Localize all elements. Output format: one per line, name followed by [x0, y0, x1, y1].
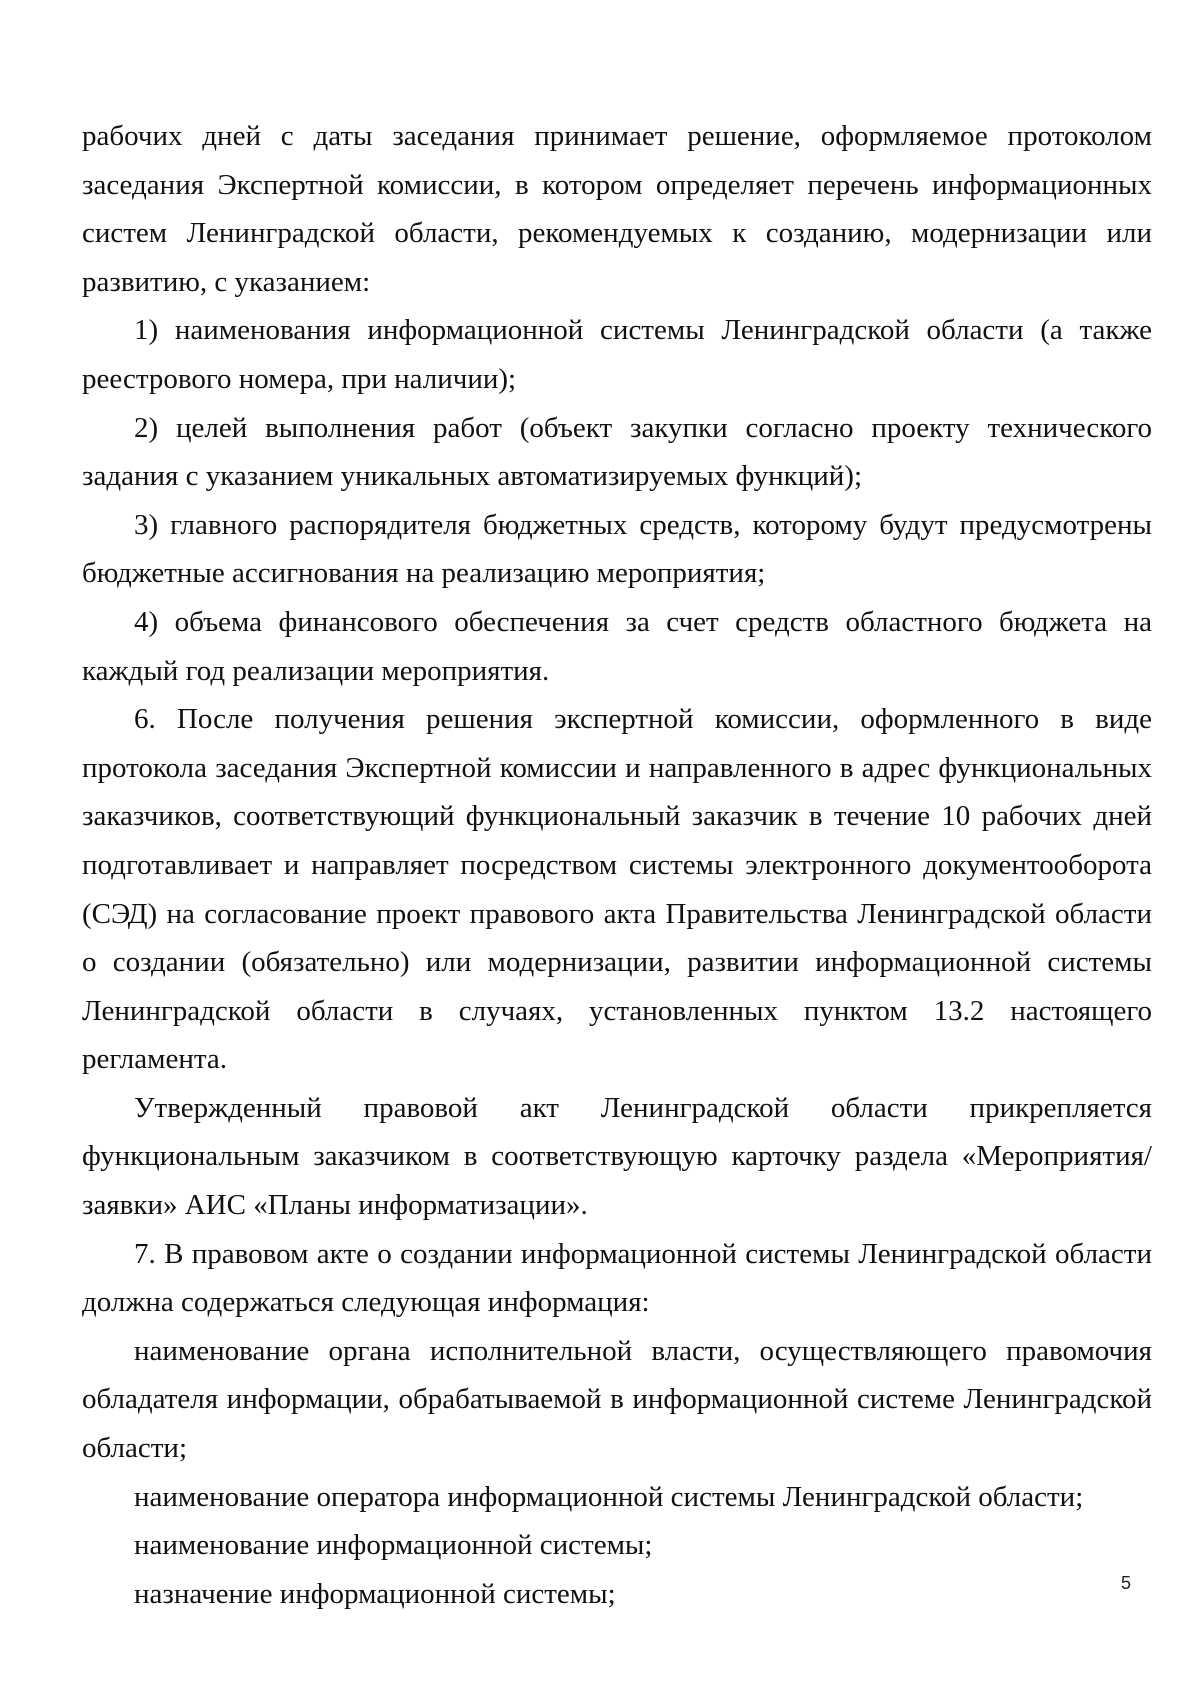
paragraph-item-3: 3) главного распорядителя бюджетных средств, которому будут предусмотрены бюджетные ассигнования на реализацию мероприятия; — [82, 508, 1152, 590]
paragraph-list-system-name: наименование информационной системы; — [134, 1529, 653, 1562]
paragraph-item-4: 4) объема финансового обеспечения за счет средств областного бюджета на каждый год реализации мероприятия. — [82, 605, 1152, 687]
paragraph-item-2: 2) целей выполнения работ (объект закупки согласно проекту технического задания с указанием уникальных автоматизируемых функций); — [82, 411, 1152, 493]
paragraph-approved-act: Утвержденный правовой акт Ленинградской области прикрепляется функциональным заказчиком в соответствующую карточку раздела «Мероприятия/заявки» АИС «Планы информатизации». — [82, 1091, 1152, 1222]
paragraph-list-operator: наименование оператора информационной системы Ленинградской области; — [134, 1480, 1084, 1513]
document-body — [82, 112, 1152, 1618]
paragraph-intro: рабочих дней с даты заседания принимает решение, оформляемое протоколом заседания Экспертной комиссии, в котором определяет перечень информационных систем Ленинградской области, рекомендуемых к созданию, модернизации или развитию, с указанием: — [82, 120, 1152, 298]
paragraph-list-system-purpose: назначение информационной системы; — [134, 1577, 616, 1610]
paragraph-section-6: 6. После получения решения экспертной комиссии, оформленного в виде протокола заседания Экспертной комиссии и направленного в адрес функциональных заказчиков, соответствующий функциональный заказчик в течение 10 рабочих дней подготавливает и направляет посредством системы электронного документооборота (СЭД) на согласование проект правового акта Правительства Ленинградской области о создании (обязательно) или модернизации, развитии информационной системы Ленинградской области в случаях, установленных пунктом 13.2 настоящего регламента. — [82, 703, 1152, 1076]
paragraph-section-7: 7. В правовом акте о создании информационной системы Ленинградской области должна содержаться следующая информация: — [82, 1237, 1152, 1319]
paragraph-list-authority: наименование органа исполнительной власти, осуществляющего правомочия обладателя информации, обрабатываемой в информационной системе Ленинградской области; — [82, 1334, 1152, 1465]
paragraph-item-1: 1) наименования информационной системы Ленинградской области (а также реестрового номера, при наличии); — [82, 314, 1152, 395]
page-number: 5 — [1121, 1573, 1132, 1593]
